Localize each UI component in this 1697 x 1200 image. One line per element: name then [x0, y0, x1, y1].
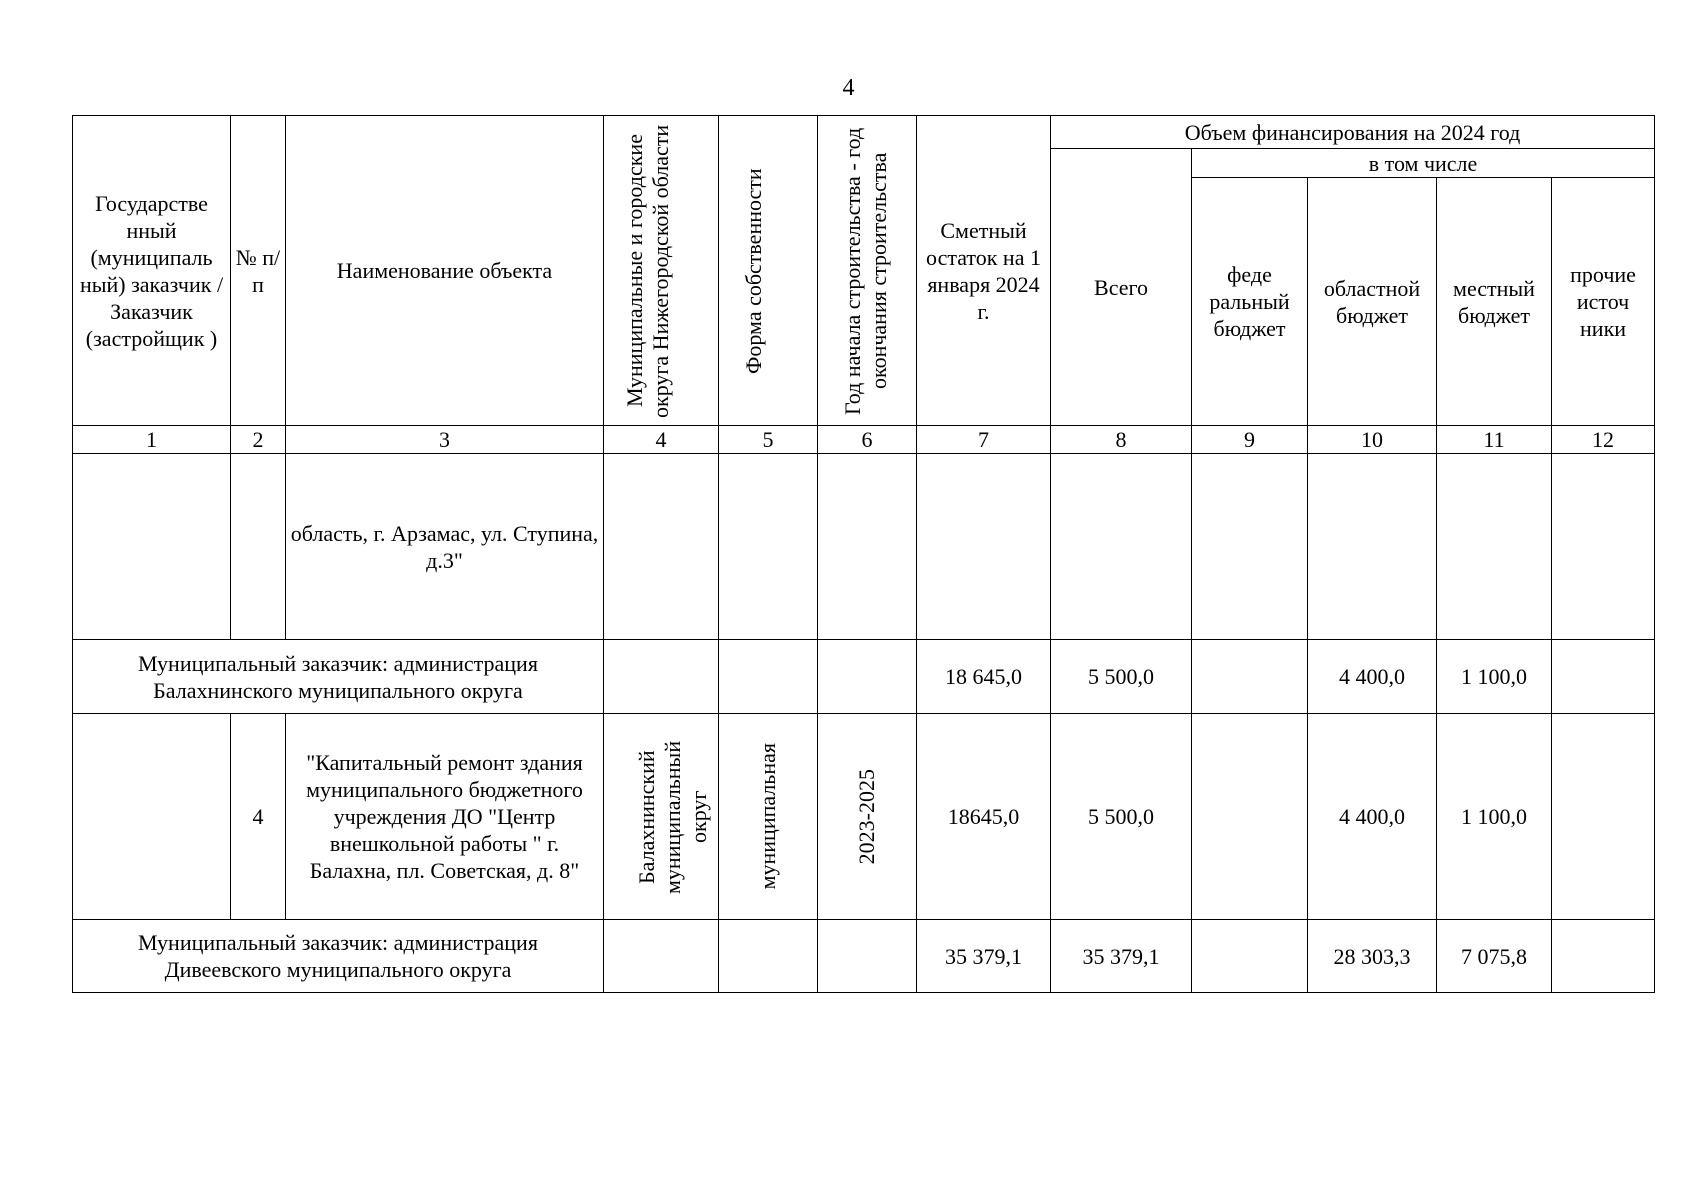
customer-label: Муниципальный заказчик: администрация Балахнинского муниципального округа	[73, 640, 604, 714]
column-number: 11	[1437, 426, 1552, 454]
header-customer: Государстве нный (муниципаль ный) заказчик / Заказчик (застройщик )	[73, 116, 231, 426]
local-value: 7 075,8	[1437, 920, 1552, 993]
local-value: 1 100,0	[1437, 640, 1552, 714]
customer-label: Муниципальный заказчик: администрация Дивеевского муниципального округа	[73, 920, 604, 993]
column-number: 8	[1051, 426, 1192, 454]
column-number: 7	[917, 426, 1051, 454]
header-ownership-text: Форма собственности	[741, 167, 766, 374]
object-name: "Капитальный ремонт здания муниципального бюджетного учреждения ДО "Центр внешкольной работы " г. Балахна, пл. Советская, д. 8"	[286, 714, 604, 920]
column-number: 12	[1552, 426, 1655, 454]
local-value: 1 100,0	[1437, 714, 1552, 920]
header-ownership	[719, 116, 818, 426]
page-number: 4	[842, 75, 855, 101]
object-ownership	[719, 714, 818, 920]
header-district-text: Муниципальные и городские округа Нижегородской области	[622, 123, 673, 418]
header-including: в том числе	[1192, 149, 1655, 178]
object-name-continuation: область, г. Арзамас, ул. Ступина, д.3"	[286, 454, 604, 640]
header-object-name: Наименование объекта	[286, 116, 604, 426]
table-row-diveevo-customer	[73, 920, 1655, 993]
estimate-value: 18645,0	[917, 714, 1051, 920]
header-number: № п/п	[231, 116, 286, 426]
header-local: местный бюджет	[1437, 178, 1552, 426]
column-number: 9	[1192, 426, 1308, 454]
column-number: 2	[231, 426, 286, 454]
object-years	[818, 714, 917, 920]
header-years	[818, 116, 917, 426]
financing-table	[72, 115, 1655, 993]
total-value: 5 500,0	[1051, 714, 1192, 920]
column-number: 5	[719, 426, 818, 454]
regional-value: 4 400,0	[1308, 640, 1437, 714]
header-estimate: Сметный остаток на 1 января 2024 г.	[917, 116, 1051, 426]
object-district-text: Балахнинский муниципальный округ	[634, 739, 711, 894]
estimate-value: 35 379,1	[917, 920, 1051, 993]
object-years-text: 2023-2025	[854, 768, 879, 865]
header-regional: областной бюджет	[1308, 178, 1437, 426]
regional-value: 28 303,3	[1308, 920, 1437, 993]
header-other: прочие источ ники	[1552, 178, 1655, 426]
column-number: 3	[286, 426, 604, 454]
column-numbers-row	[73, 426, 1655, 454]
column-number: 6	[818, 426, 917, 454]
column-number: 4	[604, 426, 719, 454]
total-value: 5 500,0	[1051, 640, 1192, 714]
table-row-balakhna-customer	[73, 640, 1655, 714]
total-value: 35 379,1	[1051, 920, 1192, 993]
object-number: 4	[231, 714, 286, 920]
object-ownership-text: муниципальная	[755, 743, 780, 890]
object-district	[604, 714, 719, 920]
header-district	[604, 116, 719, 426]
column-number: 10	[1308, 426, 1437, 454]
header-financing: Объем финансирования на 2024 год	[1051, 116, 1655, 149]
estimate-value: 18 645,0	[917, 640, 1051, 714]
table-row-continuation	[73, 454, 1655, 640]
header-federal: феде ральный бюджет	[1192, 178, 1308, 426]
regional-value: 4 400,0	[1308, 714, 1437, 920]
column-number: 1	[73, 426, 231, 454]
table-row-object-4	[73, 714, 1655, 920]
header-years-text: Год начала строительства - год окончания строительства	[840, 126, 891, 415]
header-total: Всего	[1051, 149, 1192, 426]
